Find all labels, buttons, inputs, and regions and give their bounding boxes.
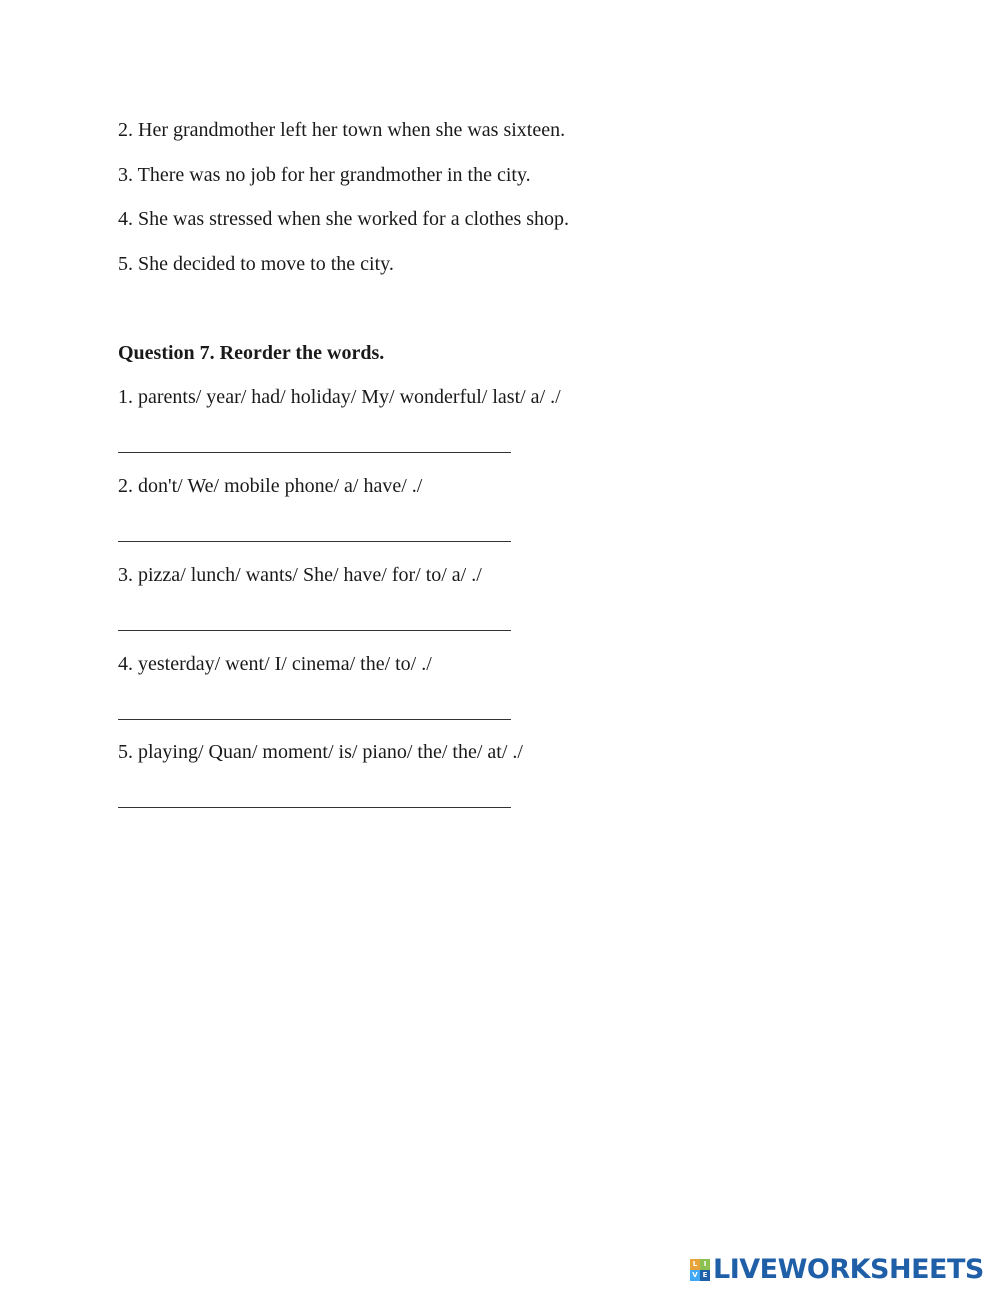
answer-input-3[interactable] bbox=[118, 601, 515, 631]
liveworksheets-logo-icon bbox=[690, 1259, 710, 1281]
reorder-item-2: 2. don't/ We/ mobile phone/ a/ have/ ./ bbox=[118, 475, 423, 497]
answer-line-3 bbox=[118, 630, 511, 631]
statement-3: 3. There was no job for her grandmother in the city. bbox=[118, 164, 531, 186]
answer-line-5 bbox=[118, 807, 511, 808]
brand-name: LIVEWORKSHEETS bbox=[713, 1254, 984, 1285]
answer-input-1[interactable] bbox=[118, 423, 515, 453]
answer-input-5[interactable] bbox=[118, 778, 515, 808]
reorder-item-1: 1. parents/ year/ had/ holiday/ My/ wonderful/ last/ a/ ./ bbox=[118, 386, 561, 408]
reorder-item-3: 3. pizza/ lunch/ wants/ She/ have/ for/ to/ a/ ./ bbox=[118, 564, 482, 586]
statement-5: 5. She decided to move to the city. bbox=[118, 253, 394, 275]
reorder-item-4: 4. yesterday/ went/ I/ cinema/ the/ to/ ./ bbox=[118, 653, 432, 675]
question-7-title: Question 7. Reorder the words. bbox=[118, 342, 385, 364]
answer-line-4 bbox=[118, 719, 511, 720]
logo-cell-v: V bbox=[690, 1270, 700, 1281]
logo-cell-e: E bbox=[700, 1270, 710, 1281]
logo-cell-l: L bbox=[690, 1259, 700, 1270]
reorder-item-5: 5. playing/ Quan/ moment/ is/ piano/ the/ the/ at/ ./ bbox=[118, 741, 523, 763]
answer-line-2 bbox=[118, 541, 511, 542]
answer-input-4[interactable] bbox=[118, 690, 515, 720]
liveworksheets-brand bbox=[690, 1255, 984, 1285]
statement-2: 2. Her grandmother left her town when she was sixteen. bbox=[118, 119, 566, 141]
answer-line-1 bbox=[118, 452, 511, 453]
logo-cell-i: I bbox=[700, 1259, 710, 1270]
statement-4: 4. She was stressed when she worked for a clothes shop. bbox=[118, 208, 570, 230]
answer-input-2[interactable] bbox=[118, 512, 515, 542]
